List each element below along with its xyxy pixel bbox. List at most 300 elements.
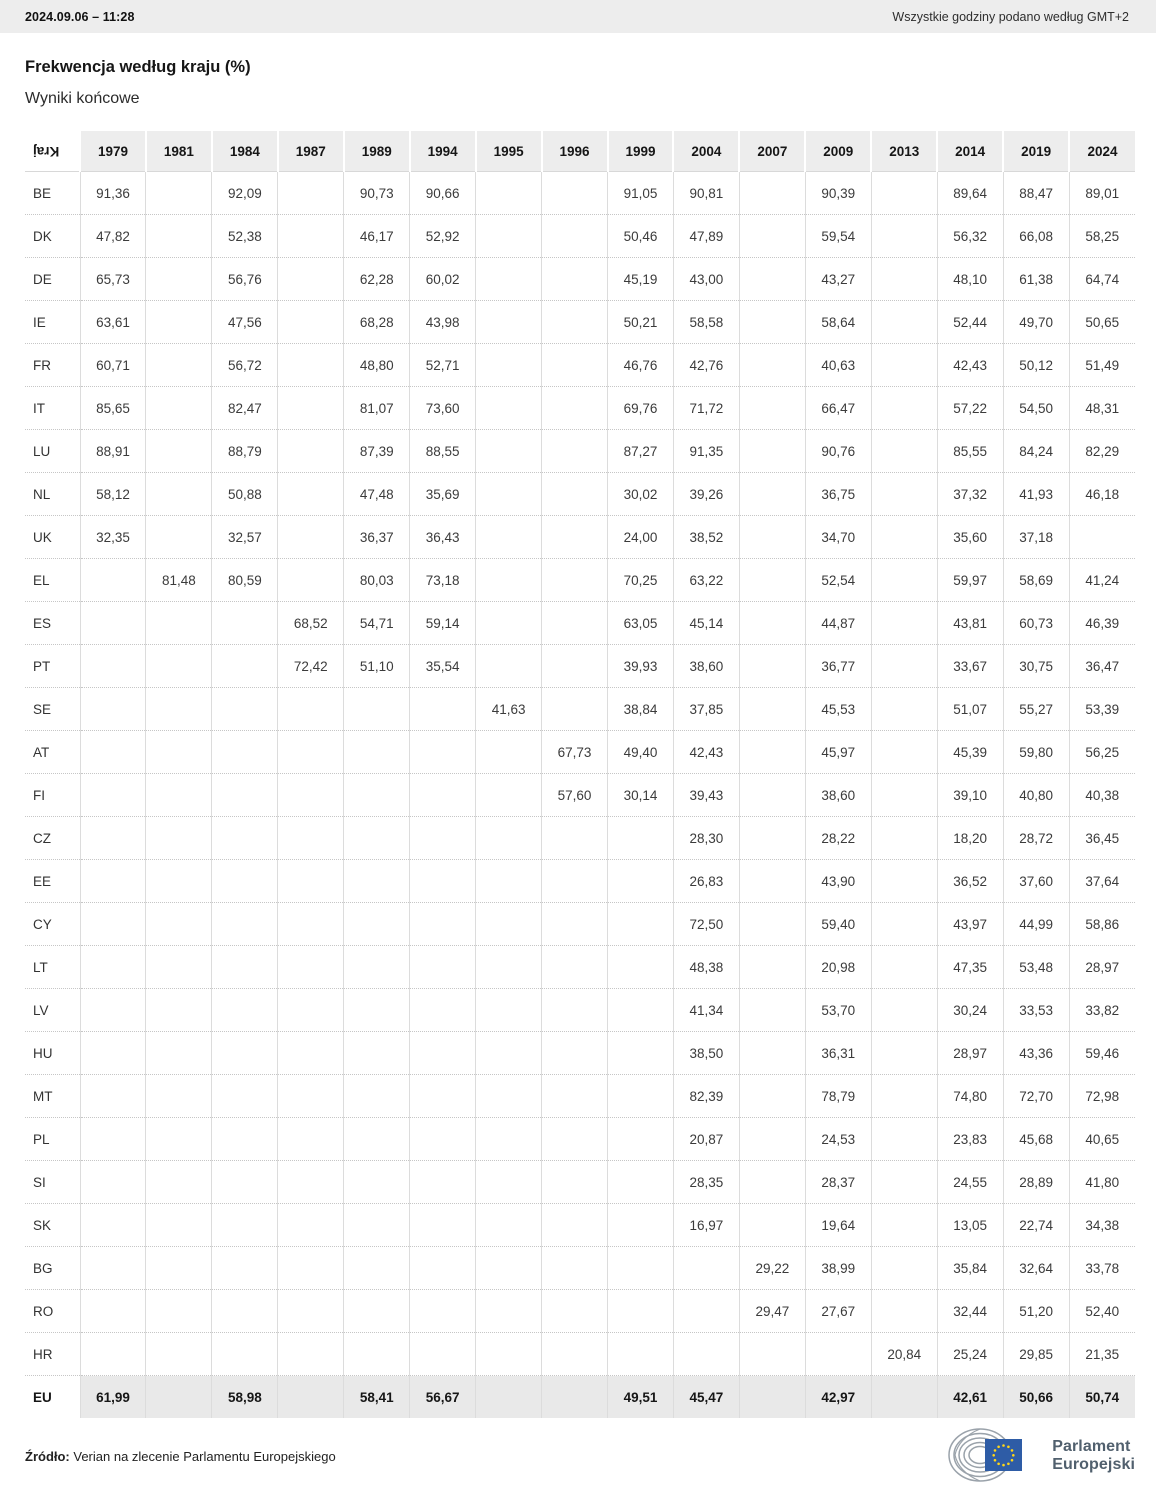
turnout-ee-2019: 37,60 bbox=[1003, 860, 1069, 903]
turnout-it-1996 bbox=[542, 387, 608, 430]
turnout-hu-2019: 43,36 bbox=[1003, 1032, 1069, 1075]
turnout-hu-1996 bbox=[542, 1032, 608, 1075]
turnout-nl-2004: 39,26 bbox=[673, 473, 739, 516]
turnout-ie-2004: 58,58 bbox=[673, 301, 739, 344]
turnout-se-2013 bbox=[871, 688, 937, 731]
turnout-lu-1999: 87,27 bbox=[608, 430, 674, 473]
turnout-lt-2004: 48,38 bbox=[673, 946, 739, 989]
turnout-nl-2013 bbox=[871, 473, 937, 516]
turnout-it-1999: 69,76 bbox=[608, 387, 674, 430]
turnout-lu-1996 bbox=[542, 430, 608, 473]
country-code: SE bbox=[25, 688, 80, 731]
turnout-be-2014: 89,64 bbox=[937, 172, 1003, 215]
column-header-2004: 2004 bbox=[673, 131, 739, 172]
turnout-cy-1987 bbox=[278, 903, 344, 946]
turnout-pl-2004: 20,87 bbox=[673, 1118, 739, 1161]
turnout-lv-2007 bbox=[739, 989, 805, 1032]
turnout-lu-1994: 88,55 bbox=[410, 430, 476, 473]
turnout-fi-1994 bbox=[410, 774, 476, 817]
turnout-cy-1995 bbox=[476, 903, 542, 946]
turnout-cz-1994 bbox=[410, 817, 476, 860]
turnout-ro-2004 bbox=[673, 1290, 739, 1333]
turnout-el-2004: 63,22 bbox=[673, 559, 739, 602]
turnout-cy-1996 bbox=[542, 903, 608, 946]
summary-row-eu bbox=[25, 1376, 1135, 1419]
turnout-si-2024: 41,80 bbox=[1069, 1161, 1135, 1204]
turnout-nl-2009: 36,75 bbox=[805, 473, 871, 516]
turnout-sk-2024: 34,38 bbox=[1069, 1204, 1135, 1247]
turnout-lt-1996 bbox=[542, 946, 608, 989]
turnout-dk-1979: 47,82 bbox=[80, 215, 146, 258]
turnout-de-2007 bbox=[739, 258, 805, 301]
turnout-dk-1995 bbox=[476, 215, 542, 258]
turnout-mt-1994 bbox=[410, 1075, 476, 1118]
turnout-bg-1987 bbox=[278, 1247, 344, 1290]
turnout-lv-1989 bbox=[344, 989, 410, 1032]
turnout-uk-1995 bbox=[476, 516, 542, 559]
turnout-dk-1994: 52,92 bbox=[410, 215, 476, 258]
turnout-se-2004: 37,85 bbox=[673, 688, 739, 731]
turnout-eu-1979: 61,99 bbox=[80, 1376, 146, 1419]
turnout-pt-1984 bbox=[212, 645, 278, 688]
turnout-nl-1981 bbox=[146, 473, 212, 516]
turnout-pt-1987: 72,42 bbox=[278, 645, 344, 688]
turnout-ro-2024: 52,40 bbox=[1069, 1290, 1135, 1333]
turnout-pl-2019: 45,68 bbox=[1003, 1118, 1069, 1161]
turnout-uk-1984: 32,57 bbox=[212, 516, 278, 559]
turnout-es-1996 bbox=[542, 602, 608, 645]
turnout-it-1979: 85,65 bbox=[80, 387, 146, 430]
turnout-de-1995 bbox=[476, 258, 542, 301]
turnout-cy-2007 bbox=[739, 903, 805, 946]
turnout-eu-1996 bbox=[542, 1376, 608, 1419]
turnout-dk-1981 bbox=[146, 215, 212, 258]
turnout-lv-1999 bbox=[608, 989, 674, 1032]
turnout-lt-1999 bbox=[608, 946, 674, 989]
turnout-uk-2014: 35,60 bbox=[937, 516, 1003, 559]
turnout-eu-2024: 50,74 bbox=[1069, 1376, 1135, 1419]
turnout-sk-1981 bbox=[146, 1204, 212, 1247]
turnout-cz-2013 bbox=[871, 817, 937, 860]
turnout-es-1987: 68,52 bbox=[278, 602, 344, 645]
turnout-nl-1984: 50,88 bbox=[212, 473, 278, 516]
country-code: CZ bbox=[25, 817, 80, 860]
turnout-pl-1987 bbox=[278, 1118, 344, 1161]
country-code: HR bbox=[25, 1333, 80, 1376]
turnout-lv-1996 bbox=[542, 989, 608, 1032]
turnout-fr-1987 bbox=[278, 344, 344, 387]
turnout-se-1996 bbox=[542, 688, 608, 731]
turnout-si-2009: 28,37 bbox=[805, 1161, 871, 1204]
turnout-si-2014: 24,55 bbox=[937, 1161, 1003, 1204]
turnout-es-2024: 46,39 bbox=[1069, 602, 1135, 645]
page-footer bbox=[25, 1426, 1135, 1486]
country-code: MT bbox=[25, 1075, 80, 1118]
turnout-be-1987 bbox=[278, 172, 344, 215]
country-row-lu bbox=[25, 430, 1135, 473]
turnout-hu-2013 bbox=[871, 1032, 937, 1075]
turnout-ro-1984 bbox=[212, 1290, 278, 1333]
turnout-bg-1984 bbox=[212, 1247, 278, 1290]
turnout-lv-2013 bbox=[871, 989, 937, 1032]
column-header-2009: 2009 bbox=[805, 131, 871, 172]
turnout-hu-1994 bbox=[410, 1032, 476, 1075]
turnout-sk-2004: 16,97 bbox=[673, 1204, 739, 1247]
turnout-sk-2019: 22,74 bbox=[1003, 1204, 1069, 1247]
turnout-dk-2007 bbox=[739, 215, 805, 258]
turnout-de-2004: 43,00 bbox=[673, 258, 739, 301]
turnout-at-1987 bbox=[278, 731, 344, 774]
country-code: LU bbox=[25, 430, 80, 473]
turnout-si-1981 bbox=[146, 1161, 212, 1204]
turnout-lv-1979 bbox=[80, 989, 146, 1032]
country-code: CY bbox=[25, 903, 80, 946]
turnout-ee-2024: 37,64 bbox=[1069, 860, 1135, 903]
turnout-ro-1996 bbox=[542, 1290, 608, 1333]
turnout-eu-2013 bbox=[871, 1376, 937, 1419]
turnout-be-1996 bbox=[542, 172, 608, 215]
turnout-lu-2013 bbox=[871, 430, 937, 473]
turnout-be-1989: 90,73 bbox=[344, 172, 410, 215]
country-code: AT bbox=[25, 731, 80, 774]
turnout-nl-1987 bbox=[278, 473, 344, 516]
turnout-hr-1984 bbox=[212, 1333, 278, 1376]
corner-header-kraj bbox=[25, 131, 80, 172]
turnout-be-2009: 90,39 bbox=[805, 172, 871, 215]
turnout-fr-1981 bbox=[146, 344, 212, 387]
turnout-fr-1996 bbox=[542, 344, 608, 387]
country-row-cy bbox=[25, 903, 1135, 946]
turnout-sk-1989 bbox=[344, 1204, 410, 1247]
turnout-at-1979 bbox=[80, 731, 146, 774]
turnout-dk-1999: 50,46 bbox=[608, 215, 674, 258]
turnout-lt-2024: 28,97 bbox=[1069, 946, 1135, 989]
country-row-se bbox=[25, 688, 1135, 731]
turnout-mt-2024: 72,98 bbox=[1069, 1075, 1135, 1118]
column-header-1984: 1984 bbox=[212, 131, 278, 172]
turnout-at-2024: 56,25 bbox=[1069, 731, 1135, 774]
turnout-ie-2007 bbox=[739, 301, 805, 344]
column-header-1995: 1995 bbox=[476, 131, 542, 172]
source-line bbox=[25, 1449, 336, 1464]
column-header-2024: 2024 bbox=[1069, 131, 1135, 172]
turnout-el-1996 bbox=[542, 559, 608, 602]
turnout-hr-2007 bbox=[739, 1333, 805, 1376]
turnout-ie-2019: 49,70 bbox=[1003, 301, 1069, 344]
turnout-nl-2024: 46,18 bbox=[1069, 473, 1135, 516]
turnout-es-1979 bbox=[80, 602, 146, 645]
turnout-uk-1989: 36,37 bbox=[344, 516, 410, 559]
turnout-cz-1996 bbox=[542, 817, 608, 860]
turnout-hr-1989 bbox=[344, 1333, 410, 1376]
turnout-hu-1989 bbox=[344, 1032, 410, 1075]
turnout-pt-2014: 33,67 bbox=[937, 645, 1003, 688]
turnout-se-2019: 55,27 bbox=[1003, 688, 1069, 731]
turnout-hu-1981 bbox=[146, 1032, 212, 1075]
turnout-ee-2014: 36,52 bbox=[937, 860, 1003, 903]
turnout-fi-2024: 40,38 bbox=[1069, 774, 1135, 817]
turnout-pt-2004: 38,60 bbox=[673, 645, 739, 688]
turnout-si-1984 bbox=[212, 1161, 278, 1204]
turnout-cz-1987 bbox=[278, 817, 344, 860]
turnout-cz-2014: 18,20 bbox=[937, 817, 1003, 860]
turnout-lv-2004: 41,34 bbox=[673, 989, 739, 1032]
turnout-es-1999: 63,05 bbox=[608, 602, 674, 645]
turnout-ro-1989 bbox=[344, 1290, 410, 1333]
turnout-cz-1979 bbox=[80, 817, 146, 860]
turnout-lt-2007 bbox=[739, 946, 805, 989]
turnout-dk-2014: 56,32 bbox=[937, 215, 1003, 258]
turnout-bg-1995 bbox=[476, 1247, 542, 1290]
turnout-ee-1989 bbox=[344, 860, 410, 903]
country-row-hr bbox=[25, 1333, 1135, 1376]
turnout-el-2007 bbox=[739, 559, 805, 602]
turnout-at-2009: 45,97 bbox=[805, 731, 871, 774]
country-code: LT bbox=[25, 946, 80, 989]
turnout-cz-2007 bbox=[739, 817, 805, 860]
turnout-lt-2009: 20,98 bbox=[805, 946, 871, 989]
turnout-fi-2007 bbox=[739, 774, 805, 817]
turnout-mt-2009: 78,79 bbox=[805, 1075, 871, 1118]
page-title: Frekwencja według kraju (%) bbox=[25, 58, 251, 76]
turnout-se-1987 bbox=[278, 688, 344, 731]
country-code: EE bbox=[25, 860, 80, 903]
turnout-hr-1999 bbox=[608, 1333, 674, 1376]
turnout-ie-2009: 58,64 bbox=[805, 301, 871, 344]
country-row-be bbox=[25, 172, 1135, 215]
turnout-cz-2009: 28,22 bbox=[805, 817, 871, 860]
country-code: SI bbox=[25, 1161, 80, 1204]
turnout-lt-2014: 47,35 bbox=[937, 946, 1003, 989]
country-row-fr bbox=[25, 344, 1135, 387]
turnout-fi-2009: 38,60 bbox=[805, 774, 871, 817]
turnout-lu-1989: 87,39 bbox=[344, 430, 410, 473]
turnout-sk-1979 bbox=[80, 1204, 146, 1247]
turnout-si-1999 bbox=[608, 1161, 674, 1204]
turnout-de-1994: 60,02 bbox=[410, 258, 476, 301]
column-header-2019: 2019 bbox=[1003, 131, 1069, 172]
turnout-hu-2004: 38,50 bbox=[673, 1032, 739, 1075]
turnout-el-1984: 80,59 bbox=[212, 559, 278, 602]
turnout-el-1999: 70,25 bbox=[608, 559, 674, 602]
turnout-fi-2014: 39,10 bbox=[937, 774, 1003, 817]
turnout-cy-2009: 59,40 bbox=[805, 903, 871, 946]
turnout-ie-1999: 50,21 bbox=[608, 301, 674, 344]
turnout-eu-2007 bbox=[739, 1376, 805, 1419]
turnout-fr-1989: 48,80 bbox=[344, 344, 410, 387]
turnout-cz-2004: 28,30 bbox=[673, 817, 739, 860]
turnout-el-2019: 58,69 bbox=[1003, 559, 1069, 602]
turnout-lt-1989 bbox=[344, 946, 410, 989]
turnout-hr-2009 bbox=[805, 1333, 871, 1376]
turnout-at-2004: 42,43 bbox=[673, 731, 739, 774]
turnout-cy-1979 bbox=[80, 903, 146, 946]
turnout-si-1989 bbox=[344, 1161, 410, 1204]
turnout-ro-2013 bbox=[871, 1290, 937, 1333]
turnout-cz-1995 bbox=[476, 817, 542, 860]
turnout-hr-1996 bbox=[542, 1333, 608, 1376]
turnout-at-2007 bbox=[739, 731, 805, 774]
turnout-pt-1979 bbox=[80, 645, 146, 688]
turnout-es-2013 bbox=[871, 602, 937, 645]
country-row-lv bbox=[25, 989, 1135, 1032]
turnout-de-2014: 48,10 bbox=[937, 258, 1003, 301]
turnout-eu-1999: 49,51 bbox=[608, 1376, 674, 1419]
turnout-hr-2004 bbox=[673, 1333, 739, 1376]
country-code: NL bbox=[25, 473, 80, 516]
turnout-ee-1987 bbox=[278, 860, 344, 903]
turnout-at-2013 bbox=[871, 731, 937, 774]
turnout-it-1984: 82,47 bbox=[212, 387, 278, 430]
turnout-pl-2013 bbox=[871, 1118, 937, 1161]
turnout-de-1987 bbox=[278, 258, 344, 301]
turnout-fr-2004: 42,76 bbox=[673, 344, 739, 387]
turnout-el-1989: 80,03 bbox=[344, 559, 410, 602]
country-code: BE bbox=[25, 172, 80, 215]
source-text: Verian na zlecenie Parlamentu Europejskiego bbox=[69, 1448, 336, 1464]
turnout-el-2014: 59,97 bbox=[937, 559, 1003, 602]
turnout-dk-1984: 52,38 bbox=[212, 215, 278, 258]
column-header-2014: 2014 bbox=[937, 131, 1003, 172]
country-row-ro bbox=[25, 1290, 1135, 1333]
turnout-lu-2019: 84,24 bbox=[1003, 430, 1069, 473]
turnout-ee-1995 bbox=[476, 860, 542, 903]
turnout-cy-2024: 58,86 bbox=[1069, 903, 1135, 946]
turnout-ro-1987 bbox=[278, 1290, 344, 1333]
turnout-uk-2024 bbox=[1069, 516, 1135, 559]
turnout-lv-1994 bbox=[410, 989, 476, 1032]
country-code: RO bbox=[25, 1290, 80, 1333]
turnout-uk-2004: 38,52 bbox=[673, 516, 739, 559]
turnout-de-2019: 61,38 bbox=[1003, 258, 1069, 301]
turnout-pt-1989: 51,10 bbox=[344, 645, 410, 688]
country-row-hu bbox=[25, 1032, 1135, 1075]
turnout-nl-1996 bbox=[542, 473, 608, 516]
turnout-nl-1995 bbox=[476, 473, 542, 516]
turnout-lt-1987 bbox=[278, 946, 344, 989]
turnout-dk-2013 bbox=[871, 215, 937, 258]
country-code: FR bbox=[25, 344, 80, 387]
turnout-mt-2007 bbox=[739, 1075, 805, 1118]
turnout-fr-2009: 40,63 bbox=[805, 344, 871, 387]
turnout-si-1994 bbox=[410, 1161, 476, 1204]
turnout-lt-2019: 53,48 bbox=[1003, 946, 1069, 989]
country-row-sk bbox=[25, 1204, 1135, 1247]
country-code: DE bbox=[25, 258, 80, 301]
turnout-es-2004: 45,14 bbox=[673, 602, 739, 645]
country-row-fi bbox=[25, 774, 1135, 817]
turnout-es-2007 bbox=[739, 602, 805, 645]
turnout-ee-2009: 43,90 bbox=[805, 860, 871, 903]
turnout-fr-2013 bbox=[871, 344, 937, 387]
turnout-at-2019: 59,80 bbox=[1003, 731, 1069, 774]
turnout-pt-2019: 30,75 bbox=[1003, 645, 1069, 688]
column-header-1987: 1987 bbox=[278, 131, 344, 172]
turnout-mt-1996 bbox=[542, 1075, 608, 1118]
turnout-cy-1984 bbox=[212, 903, 278, 946]
turnout-sk-2013 bbox=[871, 1204, 937, 1247]
turnout-hu-1979 bbox=[80, 1032, 146, 1075]
turnout-bg-1996 bbox=[542, 1247, 608, 1290]
turnout-si-1995 bbox=[476, 1161, 542, 1204]
turnout-de-2009: 43,27 bbox=[805, 258, 871, 301]
country-row-uk bbox=[25, 516, 1135, 559]
turnout-cz-2024: 36,45 bbox=[1069, 817, 1135, 860]
turnout-hu-1995 bbox=[476, 1032, 542, 1075]
turnout-at-1989 bbox=[344, 731, 410, 774]
table-body bbox=[25, 172, 1135, 1419]
turnout-de-1979: 65,73 bbox=[80, 258, 146, 301]
turnout-mt-1981 bbox=[146, 1075, 212, 1118]
turnout-fi-2019: 40,80 bbox=[1003, 774, 1069, 817]
turnout-hu-1987 bbox=[278, 1032, 344, 1075]
country-row-ee bbox=[25, 860, 1135, 903]
country-code: BG bbox=[25, 1247, 80, 1290]
turnout-it-1989: 81,07 bbox=[344, 387, 410, 430]
country-row-mt bbox=[25, 1075, 1135, 1118]
turnout-ie-1981 bbox=[146, 301, 212, 344]
turnout-fi-1987 bbox=[278, 774, 344, 817]
turnout-uk-1999: 24,00 bbox=[608, 516, 674, 559]
page-subtitle: Wyniki końcowe bbox=[25, 90, 140, 107]
title-block bbox=[0, 58, 1156, 108]
turnout-lt-1995 bbox=[476, 946, 542, 989]
turnout-lt-2013 bbox=[871, 946, 937, 989]
turnout-uk-1994: 36,43 bbox=[410, 516, 476, 559]
turnout-lu-1979: 88,91 bbox=[80, 430, 146, 473]
column-header-2013: 2013 bbox=[871, 131, 937, 172]
column-header-1996: 1996 bbox=[542, 131, 608, 172]
turnout-lu-2009: 90,76 bbox=[805, 430, 871, 473]
turnout-it-2014: 57,22 bbox=[937, 387, 1003, 430]
turnout-lv-1981 bbox=[146, 989, 212, 1032]
turnout-nl-1979: 58,12 bbox=[80, 473, 146, 516]
turnout-eu-1987 bbox=[278, 1376, 344, 1419]
turnout-uk-1979: 32,35 bbox=[80, 516, 146, 559]
turnout-cy-2013 bbox=[871, 903, 937, 946]
turnout-si-1996 bbox=[542, 1161, 608, 1204]
turnout-bg-1979 bbox=[80, 1247, 146, 1290]
turnout-ro-1994 bbox=[410, 1290, 476, 1333]
turnout-hu-1984 bbox=[212, 1032, 278, 1075]
country-row-nl bbox=[25, 473, 1135, 516]
turnout-de-1999: 45,19 bbox=[608, 258, 674, 301]
turnout-ee-1994 bbox=[410, 860, 476, 903]
turnout-fi-1996: 57,60 bbox=[542, 774, 608, 817]
turnout-dk-1989: 46,17 bbox=[344, 215, 410, 258]
turnout-pl-1989 bbox=[344, 1118, 410, 1161]
turnout-ro-2014: 32,44 bbox=[937, 1290, 1003, 1333]
turnout-fr-2024: 51,49 bbox=[1069, 344, 1135, 387]
turnout-at-1995 bbox=[476, 731, 542, 774]
turnout-lv-1984 bbox=[212, 989, 278, 1032]
turnout-hu-2014: 28,97 bbox=[937, 1032, 1003, 1075]
ep-logo-line2: Europejski bbox=[1052, 1456, 1135, 1473]
country-code: UK bbox=[25, 516, 80, 559]
turnout-pt-1995 bbox=[476, 645, 542, 688]
turnout-lu-2004: 91,35 bbox=[673, 430, 739, 473]
turnout-it-2024: 48,31 bbox=[1069, 387, 1135, 430]
turnout-be-2024: 89,01 bbox=[1069, 172, 1135, 215]
turnout-be-2019: 88,47 bbox=[1003, 172, 1069, 215]
turnout-pl-1984 bbox=[212, 1118, 278, 1161]
turnout-bg-1981 bbox=[146, 1247, 212, 1290]
turnout-dk-2024: 58,25 bbox=[1069, 215, 1135, 258]
turnout-ro-1979 bbox=[80, 1290, 146, 1333]
turnout-hr-2013: 20,84 bbox=[871, 1333, 937, 1376]
turnout-table-wrap bbox=[25, 131, 1135, 1418]
turnout-fr-1995 bbox=[476, 344, 542, 387]
